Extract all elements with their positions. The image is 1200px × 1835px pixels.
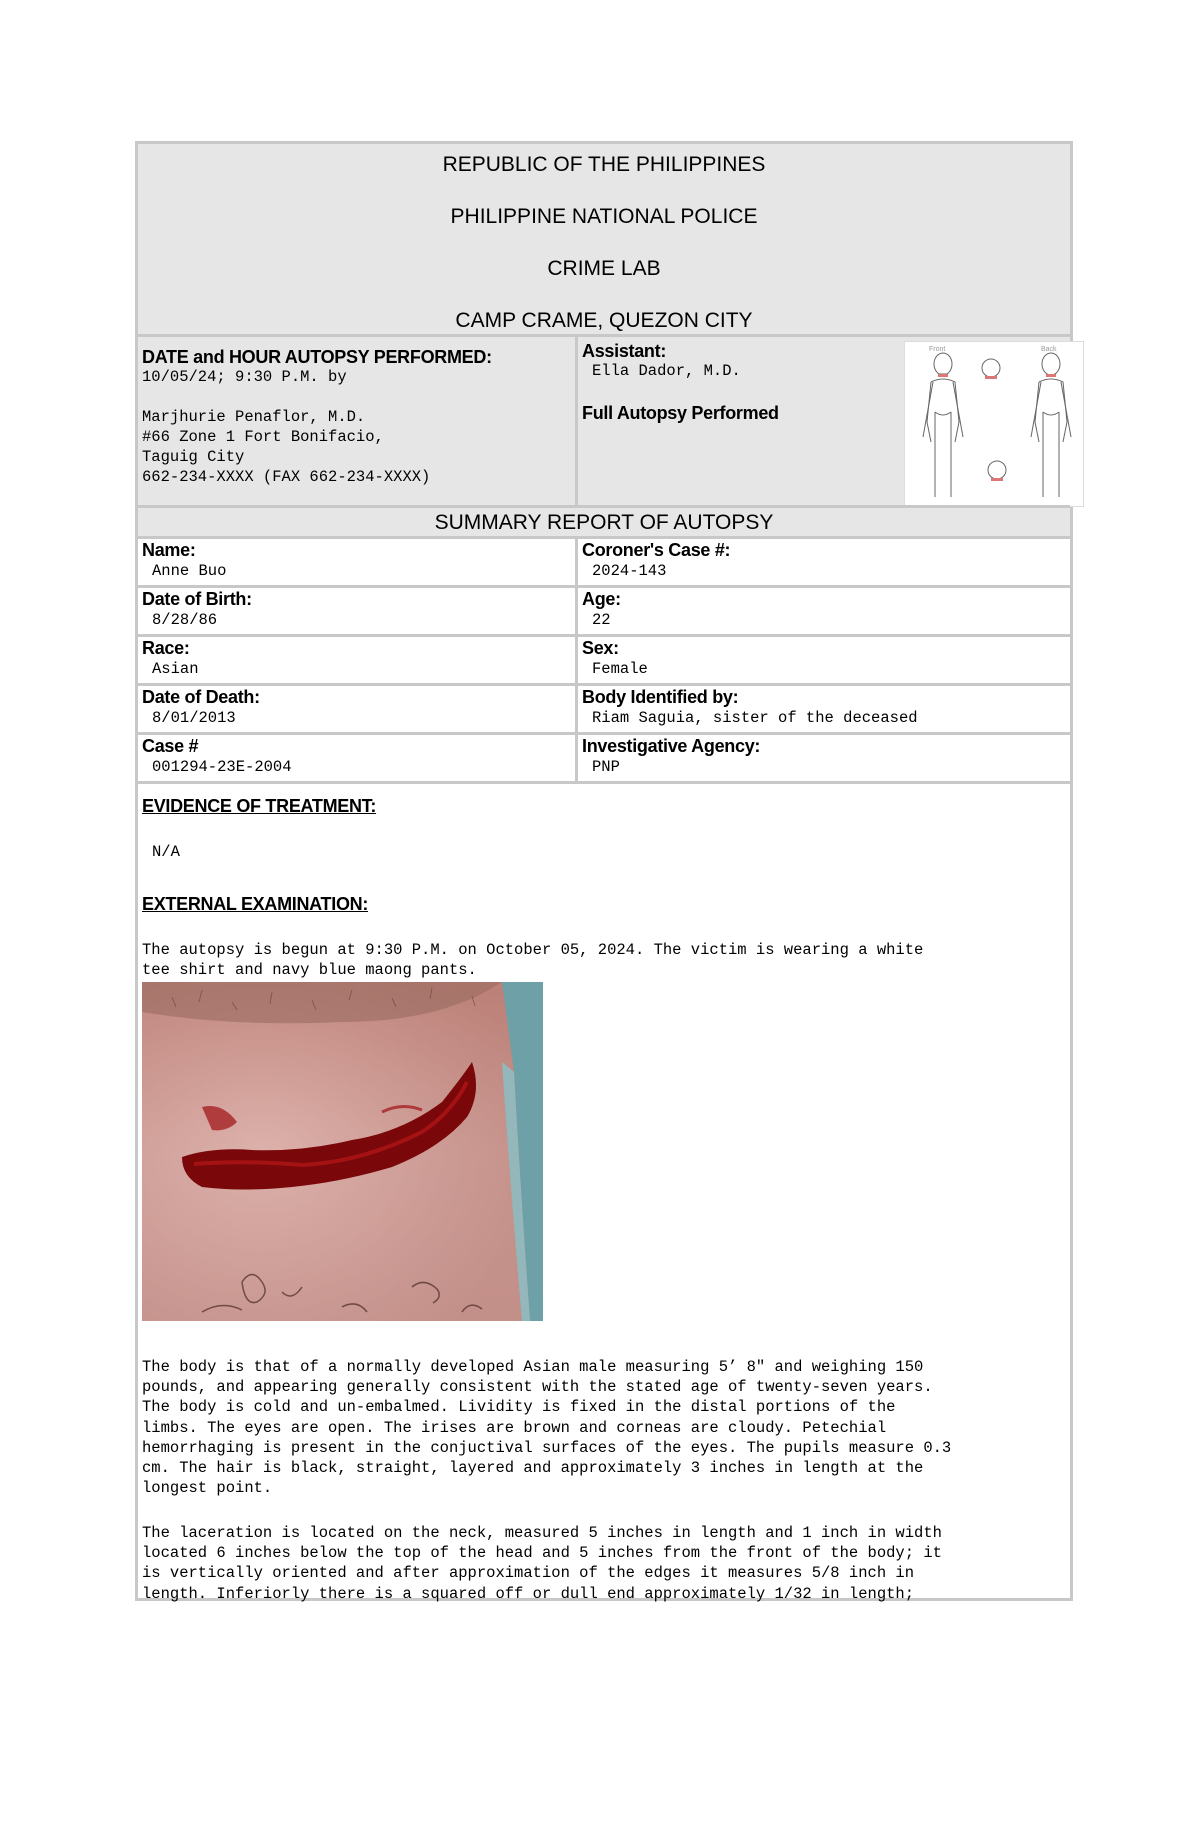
field-value: Anne Buo: [152, 562, 227, 580]
field-value: 22: [592, 611, 611, 629]
autopsy-date-label: DATE and HOUR AUTOPSY PERFORMED:: [142, 347, 492, 367]
body-diagram-icon: [905, 342, 1083, 506]
field-value: PNP: [592, 758, 620, 776]
field-label: Sex:: [582, 638, 619, 658]
assistant-value: Ella Dador, M.D.: [592, 362, 741, 380]
field-label: Investigative Agency:: [582, 736, 761, 756]
field-value: 8/28/86: [152, 611, 218, 629]
field-cell: [578, 686, 1070, 732]
diagram-back-label: Back: [1041, 346, 1057, 353]
assistant-cell: [578, 337, 1070, 505]
external-intro-line: The autopsy is begun at 9:30 P.M. on October 05, 2024. The victim is wearing a white: [142, 941, 924, 959]
evidence-value: N/A: [152, 843, 180, 861]
field-label: Case #: [142, 736, 199, 756]
field-cell: [578, 588, 1070, 634]
external-intro-line: tee shirt and navy blue maong pants.: [142, 961, 477, 979]
field-value: Female: [592, 660, 648, 678]
field-value: 001294-23E-2004: [152, 758, 292, 776]
paragraph-line: longest point.: [142, 1479, 273, 1498]
autopsy-report-form: [135, 141, 1073, 1601]
paragraph-line: The body is cold and un-embalmed. Lividity is fixed in the distal portions of the: [142, 1398, 896, 1417]
paragraph-line: hemorrhaging is present in the conjuctival surfaces of the eyes. The pupils measure 0.3: [142, 1438, 952, 1457]
field-value: Riam Saguia, sister of the deceased: [592, 709, 918, 727]
report-header: [138, 144, 1070, 337]
field-cell: [138, 539, 575, 585]
field-cell: [138, 686, 575, 732]
header-crime-lab: CRIME LAB: [547, 257, 661, 280]
autopsy-date-cell: [138, 337, 575, 505]
diagram-front-label: Front: [929, 346, 946, 353]
field-value: Asian: [152, 660, 199, 678]
assistant-label: Assistant:: [582, 341, 667, 361]
field-value: 8/01/2013: [152, 709, 236, 727]
doctor-name: Marjhurie Penaflor, M.D.: [142, 408, 366, 426]
field-label: Race:: [142, 638, 190, 658]
field-label: Date of Birth:: [142, 589, 252, 609]
field-value: 2024-143: [592, 562, 667, 580]
header-republic: REPUBLIC OF THE PHILIPPINES: [442, 153, 766, 176]
neck-laceration-photo-icon: [142, 982, 543, 1321]
paragraph-line: The laceration is located on the neck, measured 5 inches in length and 1 inch in width: [142, 1524, 942, 1542]
doctor-address-line1: #66 Zone 1 Fort Bonifacio,: [142, 428, 384, 446]
paragraph-line: is vertically oriented and after approximation of the edges it measures 5/8 inch in: [142, 1564, 915, 1583]
field-label: Date of Death:: [142, 687, 260, 707]
field-cell: [578, 539, 1070, 585]
header-camp-crame: CAMP CRAME, QUEZON CITY: [455, 309, 753, 332]
body-diagram: [904, 341, 1084, 507]
full-autopsy-label: Full Autopsy Performed: [582, 403, 779, 423]
field-cell: [138, 588, 575, 634]
field-cell: [578, 637, 1070, 683]
paragraph-line: pounds, and appearing generally consistent with the stated age of twenty-seven years.: [142, 1378, 933, 1397]
field-cell: [138, 735, 575, 781]
field-cell: [578, 735, 1070, 781]
neck-wound-photo: [142, 982, 543, 1321]
autopsy-date-value: 10/05/24; 9:30 P.M. by: [142, 368, 347, 386]
field-label: Body Identified by:: [582, 687, 739, 707]
field-cell: [138, 637, 575, 683]
paragraph-line: cm. The hair is black, straight, layered and approximately 3 inches in length at the: [142, 1459, 924, 1477]
paragraph-line: The body is that of a normally developed Asian male measuring 5’ 8″ and weighing 150: [142, 1358, 924, 1376]
external-exam-title: EXTERNAL EXAMINATION:: [142, 894, 369, 914]
field-label: Name:: [142, 540, 196, 560]
doctor-phone: 662-234-XXXX (FAX 662-234-XXXX): [142, 468, 431, 486]
divider: [138, 781, 1070, 784]
paragraph-line: limbs. The eyes are open. The irises are brown and corneas are cloudy. Petechial: [142, 1418, 887, 1437]
field-label: Coroner's Case #:: [582, 540, 731, 560]
paragraph-line: located 6 inches below the top of the head and 5 inches from the front of the body; it: [142, 1544, 942, 1563]
field-label: Age:: [582, 589, 621, 609]
summary-title: SUMMARY REPORT OF AUTOPSY: [138, 508, 1070, 536]
header-pnp: PHILIPPINE NATIONAL POLICE: [450, 205, 758, 228]
evidence-title: EVIDENCE OF TREATMENT:: [142, 796, 377, 816]
paragraph-line: length. Inferiorly there is a squared off or dull end approximately 1/32 in length;: [142, 1584, 915, 1603]
doctor-address-line2: Taguig City: [142, 448, 245, 466]
